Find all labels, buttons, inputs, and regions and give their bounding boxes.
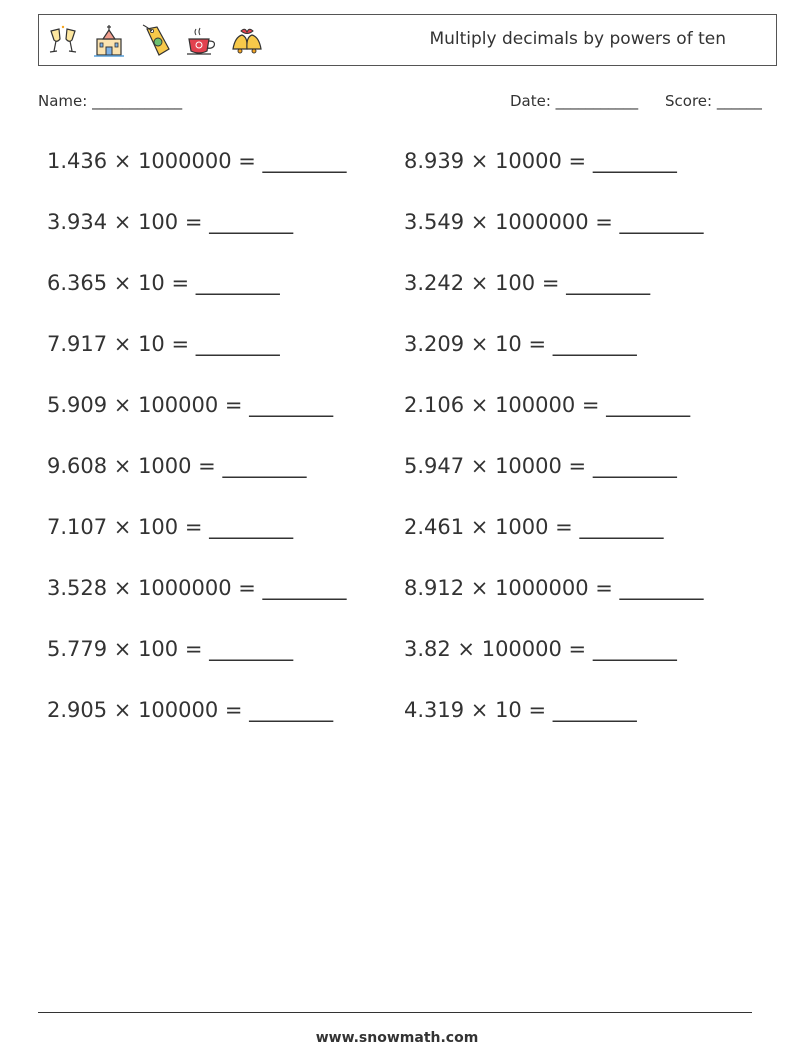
- problem-20: 4.319 × 10 = ________: [404, 698, 637, 722]
- problem-16: 8.912 × 1000000 = ________: [404, 576, 704, 600]
- problem-5: 6.365 × 10 = ________: [47, 271, 280, 295]
- problem-18: 3.82 × 100000 = ________: [404, 637, 677, 661]
- problem-8: 3.209 × 10 = ________: [404, 332, 637, 356]
- problem-7: 7.917 × 10 = ________: [47, 332, 280, 356]
- footer-url: www.snowmath.com: [315, 1030, 479, 1046]
- problem-3: 3.934 × 100 = ________: [47, 210, 294, 234]
- problem-11: 9.608 × 1000 = ________: [47, 454, 307, 478]
- date-field: Date: ___________: [510, 92, 639, 110]
- score-field: Score: ______: [665, 92, 762, 110]
- champagne-glasses-icon: [45, 23, 81, 59]
- problem-10: 2.106 × 100000 = ________: [404, 393, 691, 417]
- problem-6: 3.242 × 100 = ________: [404, 271, 651, 295]
- christmas-bells-icon: [229, 23, 265, 59]
- worksheet-header: [38, 14, 777, 66]
- problem-12: 5.947 × 10000 = ________: [404, 454, 677, 478]
- problem-4: 3.549 × 1000000 = ________: [404, 210, 704, 234]
- header-icons: [45, 23, 265, 59]
- footer-divider: [38, 1012, 752, 1013]
- problem-2: 8.939 × 10000 = ________: [404, 149, 677, 173]
- worksheet-title: Multiply decimals by powers of ten: [429, 29, 726, 49]
- church-icon: [91, 23, 127, 59]
- problem-14: 2.461 × 1000 = ________: [404, 515, 664, 539]
- problem-1: 1.436 × 1000000 = ________: [47, 149, 347, 173]
- problem-17: 5.779 × 100 = ________: [47, 637, 294, 661]
- name-field: Name: ____________: [38, 92, 183, 110]
- gift-tag-icon: [137, 23, 173, 59]
- problem-9: 5.909 × 100000 = ________: [47, 393, 334, 417]
- problem-15: 3.528 × 1000000 = ________: [47, 576, 347, 600]
- tea-cup-icon: [183, 23, 219, 59]
- problem-19: 2.905 × 100000 = ________: [47, 698, 334, 722]
- problem-13: 7.107 × 100 = ________: [47, 515, 294, 539]
